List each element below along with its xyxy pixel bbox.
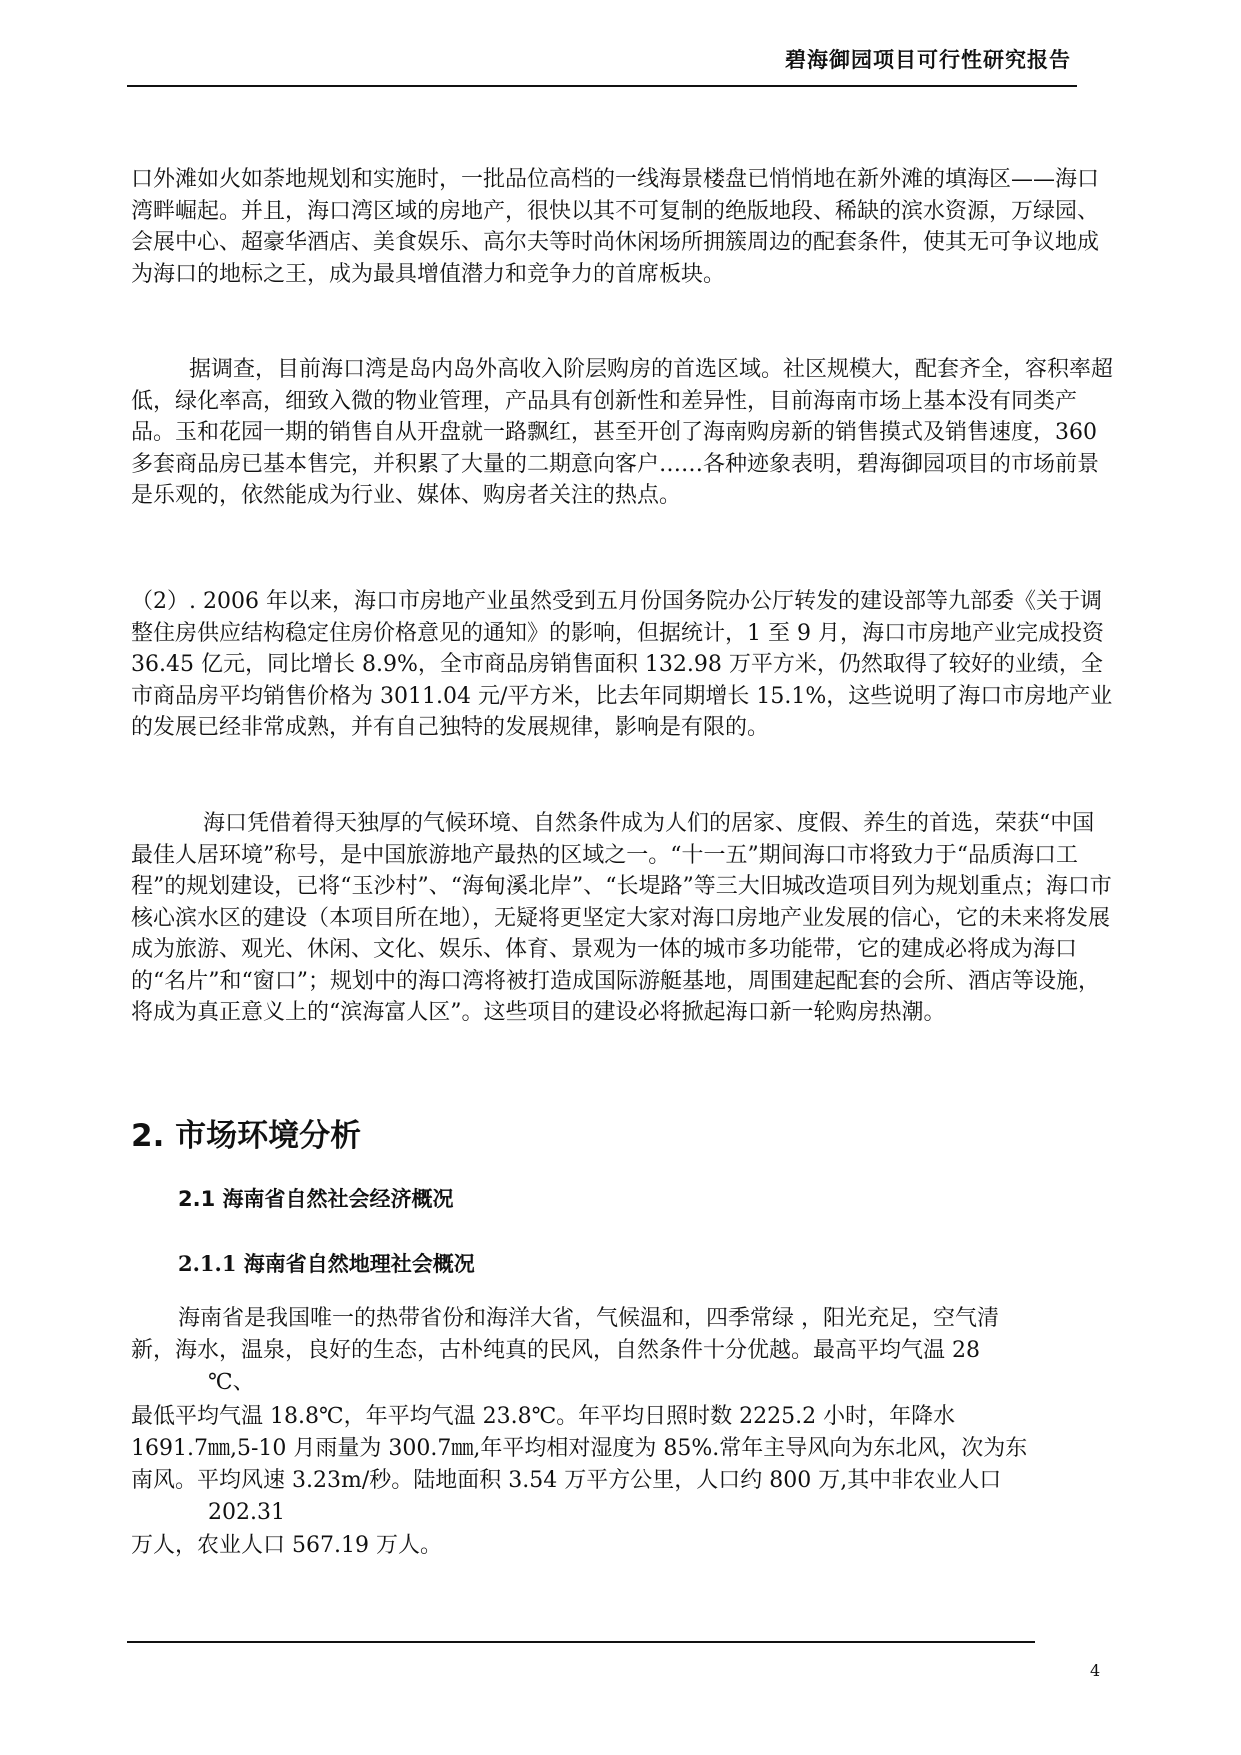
paragraph-2006-statistics: （2）. 2006 年以来，海口市房地产业虽然受到五月份国务院办公厅转发的建设部等九部委《关于调整住房供应结构稳定住房价格意见的通知》的影响，但据统计，1 至 9 月，海口市房地产业完成投资 36.45 亿元，同比增长 8.9%，全市商品房销售面积 132.98 万平方米，仍然取得了较好的业绩，全市商品房平均销售价格为 3011.04 元/平方米，比去年同期增长 15.1%，这些说明了海口市房地产业的发展已经非常成熟，并有自己独特的发展规律，影响是有限的。: [131, 589, 1113, 740]
text-line: 南风。平均风速 3.23m/秒。陆地面积 3.54 万平方公里，人口约 800 万,其中非农业人口: [131, 1468, 1002, 1493]
page-number: 4: [1090, 1661, 1101, 1680]
text-line: 1691.7㎜,5-10 月雨量为 300.7㎜,年平均相对湿度为 85%.常年主导风向为东北风，次为东: [131, 1436, 1028, 1461]
paragraph-haikou-bay-intro: 口外滩如火如荼地规划和实施时，一批品位高档的一线海景楼盘已悄悄地在新外滩的填海区——海口湾畔崛起。并且，海口湾区域的房地产，很快以其不可复制的绝版地段、稀缺的滨水资源，万绿园、会展中心、超豪华酒店、美食娱乐、高尔夫等时尚休闲场所拥簇周边的配套条件，使其无可争议地成为海口的地标之王，成为最具增值潜力和竞争力的首席板块。: [131, 167, 1100, 287]
text-line: 万人，农业人口 567.19 万人。: [131, 1533, 442, 1558]
text-line: 新，海水，温泉，良好的生态，古朴纯真的民风，自然条件十分优越。最高平均气温 28: [131, 1338, 980, 1363]
document-header-title: 碧海御园项目可行性研究报告: [785, 48, 1071, 72]
header-rule: [127, 85, 1077, 87]
footer-rule: [127, 1641, 1035, 1643]
subsection-heading-hainan-overview: 2.1 海南省自然社会经济概况: [178, 1187, 454, 1211]
text-line: 海南省是我国唯一的热带省份和海洋大省，气候温和，四季常绿 ，阳光充足，空气清: [178, 1306, 999, 1331]
subsubsection-heading-natural-geography: 2.1.1 海南省自然地理社会概况: [178, 1251, 475, 1276]
paragraph-survey: 据调查，目前海口湾是岛内岛外高收入阶层购房的首选区域。社区规模大，配套齐全，容积率超低，绿化率高，细致入微的物业管理，产品具有创新性和差异性，目前海南市场上基本没有同类产品。玉和花园一期的销售自从开盘就一路飘红，甚至开创了海南购房新的销售摸式及销售速度，360 多套商品房已基本售完，并积累了大量的二期意向客户……各种迹象表明，碧海御园项目的市场前景是乐观的，依然能成为行业、媒体、购房者关注的热点。: [131, 357, 1114, 508]
text-line: 最低平均气温 18.8℃，年平均气温 23.8℃。年平均日照时数 2225.2 小时，年降水: [131, 1404, 956, 1429]
paragraph-haikou-advantages: 海口凭借着得天独厚的气候环境、自然条件成为人们的居家、度假、养生的首选，荣获“中国最佳人居环境”称号，是中国旅游地产最热的区域之一。“十一五”期间海口市将致力于“品质海口工程”的规划建设，已将“玉沙村”、“海甸溪北岸”、“长堤路”等三大旧城改造项目列为规划重点；海口市核心滨水区的建设（本项目所在地），无疑将更坚定大家对海口房地产业发展的信心，它的未来将发展成为旅游、观光、休闲、文化、娱乐、体育、景观为一体的城市多功能带，它的建成必将成为海口的“名片”和“窗口”；规划中的海口湾将被打造成国际游艇基地，周围建起配套的会所、酒店等设施，将成为真正意义上的“滨海富人区”。这些项目的建设必将掀起海口新一轮购房热潮。: [131, 811, 1112, 1025]
section-heading-market-analysis: 2. 市场环境分析: [131, 1118, 362, 1154]
text-line: 202.31: [208, 1500, 285, 1525]
text-line: ℃、: [208, 1370, 255, 1395]
